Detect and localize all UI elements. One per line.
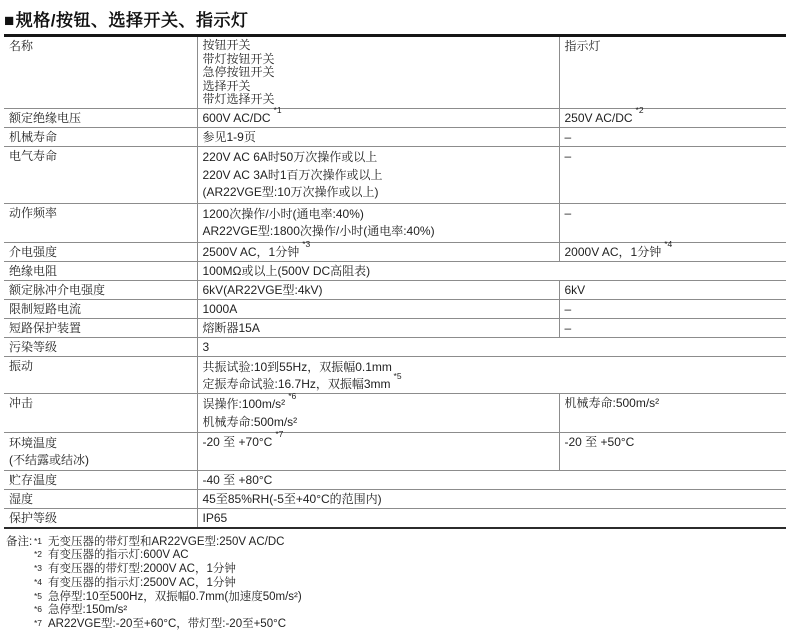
page-title — [4, 6, 786, 31]
spec-indicator-cell: -20 至 +50°C — [559, 433, 786, 470]
spec-label-cell: 动作频率 — [4, 203, 197, 242]
page-title-text: 规格/按钮、选择开关、指示灯 — [16, 11, 249, 30]
spec-label-cell: 额定绝缘电压 — [4, 108, 197, 127]
footnote-text: 有变压器的指示灯:2500V AC，1分钟 — [48, 577, 786, 591]
spec-value-cell: 2500V AC，1分钟$^{*3}$ — [197, 242, 559, 261]
spec-label-cell: 机械寿命 — [4, 127, 197, 146]
footnote-marker: *6 — [34, 603, 48, 617]
spec-row-humidity — [4, 489, 786, 508]
spec-indicator-cell: – — [559, 299, 786, 318]
spec-label-cell: 环境温度 (不结露或结冰) — [4, 433, 197, 470]
footnote-text: AR22VGE型:-20至+60°C，带灯型:-20至+50°C — [48, 618, 786, 632]
spec-indicator-cell: 250V AC/DC$^{*2}$ — [559, 108, 786, 127]
spec-label-cell: 电气寿命 — [4, 146, 197, 203]
footnote-line — [6, 577, 786, 591]
spec-value-cell: 1200次操作/小时(通电率:40%) AR22VGE型:1800次操作/小时(通电率:40%) — [197, 203, 559, 242]
spec-label-cell: 贮存温度 — [4, 470, 197, 489]
footnote-marker: *7 — [34, 617, 48, 631]
spec-indicator-cell: – — [559, 146, 786, 203]
spec-label-cell: 额定脉冲介电强度 — [4, 280, 197, 299]
spec-value-cell-span: -40 至 +80°C — [197, 470, 786, 489]
footnote-marker: *2 — [636, 105, 644, 115]
footnotes — [4, 536, 786, 632]
spec-row-shock — [4, 394, 786, 433]
spec-row-operating-frequency — [4, 203, 786, 242]
footnote-marker: *5 — [394, 371, 402, 381]
spec-row-insulation-resistance — [4, 261, 786, 280]
spec-value-cell-span: 3 — [197, 337, 786, 356]
spec-value-cell-span: IP65 — [197, 508, 786, 528]
spec-value-cell: 参见1-9页 — [197, 127, 559, 146]
spec-value-cell: 1000A — [197, 299, 559, 318]
spec-row-storage-temperature — [4, 470, 786, 489]
spec-label-cell: 限制短路电流 — [4, 299, 197, 318]
spec-value-cell: 220V AC 6A时50万次操作或以上 220V AC 3A时1百万次操作或以上 (AR22VGE型:10万次操作或以上) — [197, 146, 559, 203]
spec-indicator-cell: – — [559, 318, 786, 337]
footnote-line — [6, 591, 786, 605]
footnote-line — [6, 618, 786, 632]
spec-value-cell-span: 共振试验:10到55Hz，双振幅0.1mm 定振寿命试验:16.7Hz，双振幅$3mm^{*5}$ — [197, 356, 786, 393]
footnote-text: 急停型:10至500Hz，双振幅0.7mm(加速度50m/s²) — [48, 591, 786, 605]
spec-indicator-cell: – — [559, 203, 786, 242]
spec-row-insulation-voltage — [4, 108, 786, 127]
spec-label-cell: 保护等级 — [4, 508, 197, 528]
spec-row-mechanical-life — [4, 127, 786, 146]
spec-indicator-cell: 指示灯 — [559, 36, 786, 109]
footnote-marker: *4 — [34, 576, 48, 590]
footnote-marker: *3 — [302, 239, 310, 249]
spec-indicator-cell: 2000V AC，1分钟$^{*4}$ — [559, 242, 786, 261]
footnote-marker: *5 — [34, 590, 48, 604]
spec-indicator-cell: 6kV — [559, 280, 786, 299]
spec-value-cell-span: 45至85%RH(-5至+40°C的范围内) — [197, 489, 786, 508]
footnote-prefix: 备注: — [6, 536, 34, 550]
spec-row-electrical-life — [4, 146, 786, 203]
spec-label-cell: 湿度 — [4, 489, 197, 508]
spec-indicator-cell: 机械寿命:500m/s² — [559, 394, 786, 433]
spec-row-short-circuit-current — [4, 299, 786, 318]
spec-row-pollution-degree — [4, 337, 786, 356]
spec-label-cell: 污染等级 — [4, 337, 197, 356]
spec-value-cell: 6kV(AR22VGE型:4kV) — [197, 280, 559, 299]
footnote-text: 有变压器的指示灯:600V AC — [48, 549, 786, 563]
spec-indicator-cell: – — [559, 127, 786, 146]
footnote-marker: *2 — [34, 548, 48, 562]
footnote-text: 急停型:150m/s² — [48, 604, 786, 618]
spec-row-ambient-temperature — [4, 433, 786, 470]
spec-value-cell: 按钮开关 带灯按钮开关 急停按钮开关 选择开关 带灯选择开关 — [197, 36, 559, 109]
footnote-marker: *7 — [275, 429, 283, 439]
spec-value-cell: 600V AC/DC$^{*1}$ — [197, 108, 559, 127]
footnote-marker: *1 — [34, 535, 48, 549]
spec-value-cell: 误操作:100m/s²$^{*6}$ 机械寿命:500m/s² — [197, 394, 559, 433]
footnote-line — [6, 549, 786, 563]
spec-table — [4, 34, 786, 529]
footnote-marker: *6 — [288, 391, 296, 401]
spec-label-cell: 名称 — [4, 36, 197, 109]
spec-label-cell: 振动 — [4, 356, 197, 393]
footnote-marker: *4 — [664, 239, 672, 249]
spec-row-vibration — [4, 356, 786, 393]
spec-value-cell-span: 100MΩ或以上(500V DC高阻表) — [197, 261, 786, 280]
spec-value-cell: -20 至 $+70^\circ C^{*7}$ — [197, 433, 559, 470]
footnote-line — [6, 536, 786, 550]
footnote-text: 有变压器的带灯型:2000V AC，1分钟 — [48, 563, 786, 577]
spec-row-short-circuit-protection — [4, 318, 786, 337]
spec-row-protection-degree — [4, 508, 786, 528]
footnote-line — [6, 563, 786, 577]
footnote-marker: *1 — [274, 105, 282, 115]
spec-label-cell: 绝缘电阻 — [4, 261, 197, 280]
spec-row-name — [4, 36, 786, 109]
footnote-line — [6, 604, 786, 618]
spec-label-cell: 冲击 — [4, 394, 197, 433]
footnote-marker: *3 — [34, 562, 48, 576]
spec-label-cell: 介电强度 — [4, 242, 197, 261]
spec-row-impulse-withstand — [4, 280, 786, 299]
spec-row-dielectric-strength — [4, 242, 786, 261]
spec-value-cell: 熔断器15A — [197, 318, 559, 337]
spec-label-cell: 短路保护装置 — [4, 318, 197, 337]
title-square-bullet-icon: ■ — [4, 11, 15, 30]
footnote-text: 无变压器的带灯型和AR22VGE型:250V AC/DC — [48, 536, 786, 550]
